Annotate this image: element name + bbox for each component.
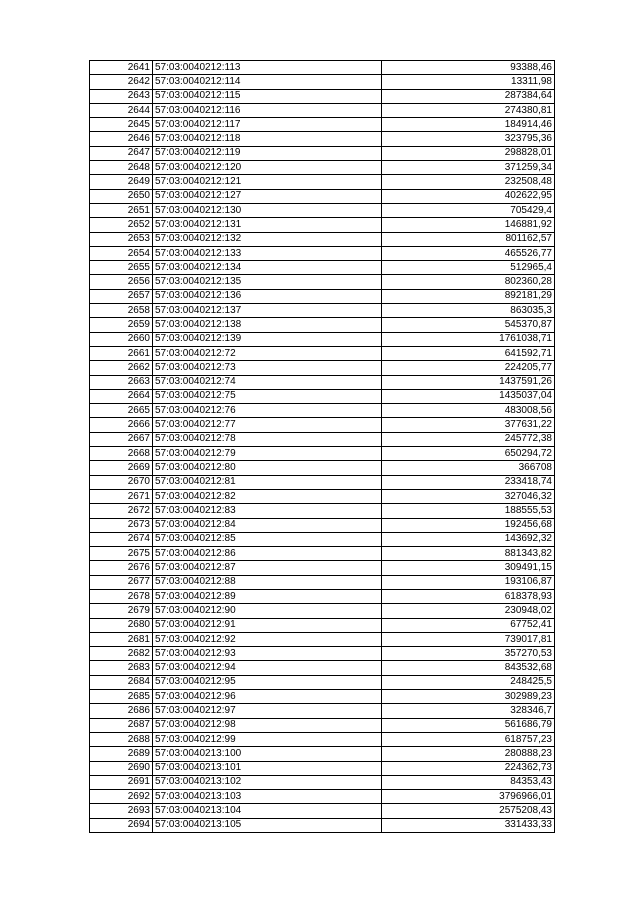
cadastral-number-cell: 57:03:0040212:81 [153, 475, 382, 489]
row-number-cell: 2648 [90, 161, 153, 175]
row-number-cell: 2647 [90, 146, 153, 160]
cadastral-number-cell: 57:03:0040212:88 [153, 575, 382, 589]
cadastral-number-cell: 57:03:0040212:87 [153, 561, 382, 575]
value-cell: 84353,43 [382, 775, 555, 789]
value-cell: 327046,32 [382, 489, 555, 503]
cadastral-number-cell: 57:03:0040213:101 [153, 761, 382, 775]
value-cell: 233418,74 [382, 475, 555, 489]
table-row [90, 132, 555, 146]
value-cell: 67752,41 [382, 618, 555, 632]
row-number-cell: 2683 [90, 661, 153, 675]
table-row [90, 489, 555, 503]
row-number-cell: 2656 [90, 275, 153, 289]
value-cell: 843532,68 [382, 661, 555, 675]
value-cell: 402622,95 [382, 189, 555, 203]
cadastral-number-cell: 57:03:0040212:137 [153, 304, 382, 318]
row-number-cell: 2655 [90, 261, 153, 275]
table-row [90, 389, 555, 403]
cadastral-number-cell: 57:03:0040212:82 [153, 489, 382, 503]
cadastral-number-cell: 57:03:0040212:76 [153, 404, 382, 418]
table-row [90, 661, 555, 675]
table-row [90, 232, 555, 246]
table-row [90, 647, 555, 661]
cadastral-number-cell: 57:03:0040212:94 [153, 661, 382, 675]
table-row [90, 804, 555, 818]
cadastral-number-cell: 57:03:0040212:136 [153, 289, 382, 303]
row-number-cell: 2694 [90, 818, 153, 832]
value-cell: 483008,56 [382, 404, 555, 418]
cadastral-number-cell: 57:03:0040213:102 [153, 775, 382, 789]
value-cell: 618757,23 [382, 732, 555, 746]
value-cell: 801162,57 [382, 232, 555, 246]
table-row [90, 732, 555, 746]
table-row [90, 790, 555, 804]
table-row [90, 246, 555, 260]
value-cell: 232508,48 [382, 175, 555, 189]
row-number-cell: 2681 [90, 632, 153, 646]
value-cell: 309491,15 [382, 561, 555, 575]
value-cell: 3796966,01 [382, 790, 555, 804]
row-number-cell: 2654 [90, 246, 153, 260]
value-cell: 298828,01 [382, 146, 555, 160]
table-row [90, 261, 555, 275]
cadastral-number-cell: 57:03:0040212:73 [153, 361, 382, 375]
cadastral-number-cell: 57:03:0040212:85 [153, 532, 382, 546]
row-number-cell: 2671 [90, 489, 153, 503]
value-cell: 881343,82 [382, 547, 555, 561]
table-row [90, 203, 555, 217]
row-number-cell: 2676 [90, 561, 153, 575]
table-row [90, 375, 555, 389]
row-number-cell: 2680 [90, 618, 153, 632]
value-cell: 93388,46 [382, 61, 555, 75]
cadastral-number-cell: 57:03:0040212:115 [153, 89, 382, 103]
table-row [90, 518, 555, 532]
row-number-cell: 2652 [90, 218, 153, 232]
table-row [90, 675, 555, 689]
table-row [90, 103, 555, 117]
cadastral-number-cell: 57:03:0040213:105 [153, 818, 382, 832]
value-cell: 245772,38 [382, 432, 555, 446]
cadastral-number-cell: 57:03:0040212:114 [153, 75, 382, 89]
value-cell: 192456,68 [382, 518, 555, 532]
value-cell: 274380,81 [382, 103, 555, 117]
value-cell: 705429,4 [382, 203, 555, 217]
row-number-cell: 2668 [90, 447, 153, 461]
row-number-cell: 2658 [90, 304, 153, 318]
row-number-cell: 2665 [90, 404, 153, 418]
cadastral-number-cell: 57:03:0040213:103 [153, 790, 382, 804]
cadastral-number-cell: 57:03:0040212:83 [153, 504, 382, 518]
value-cell: 143692,32 [382, 532, 555, 546]
cadastral-number-cell: 57:03:0040212:132 [153, 232, 382, 246]
table-row [90, 704, 555, 718]
value-cell: 248425,5 [382, 675, 555, 689]
cadastral-number-cell: 57:03:0040212:75 [153, 389, 382, 403]
value-cell: 287384,64 [382, 89, 555, 103]
table-row [90, 561, 555, 575]
value-cell: 328346,7 [382, 704, 555, 718]
cadastral-number-cell: 57:03:0040212:90 [153, 604, 382, 618]
row-number-cell: 2651 [90, 203, 153, 217]
row-number-cell: 2688 [90, 732, 153, 746]
value-cell: 641592,71 [382, 346, 555, 360]
cadastral-number-cell: 57:03:0040212:84 [153, 518, 382, 532]
row-number-cell: 2669 [90, 461, 153, 475]
row-number-cell: 2678 [90, 589, 153, 603]
table-row [90, 690, 555, 704]
table-row [90, 532, 555, 546]
value-cell: 377631,22 [382, 418, 555, 432]
value-cell: 802360,28 [382, 275, 555, 289]
value-cell: 561686,79 [382, 718, 555, 732]
cadastral-number-cell: 57:03:0040212:119 [153, 146, 382, 160]
row-number-cell: 2649 [90, 175, 153, 189]
table-row [90, 475, 555, 489]
table-row [90, 547, 555, 561]
value-cell: 512965,4 [382, 261, 555, 275]
row-number-cell: 2690 [90, 761, 153, 775]
value-cell: 184914,46 [382, 118, 555, 132]
value-cell: 146881,92 [382, 218, 555, 232]
value-cell: 280888,23 [382, 747, 555, 761]
value-cell: 193106,87 [382, 575, 555, 589]
table-row [90, 289, 555, 303]
row-number-cell: 2641 [90, 61, 153, 75]
row-number-cell: 2689 [90, 747, 153, 761]
cadastral-number-cell: 57:03:0040212:134 [153, 261, 382, 275]
table-row [90, 589, 555, 603]
table-row [90, 218, 555, 232]
row-number-cell: 2644 [90, 103, 153, 117]
value-cell: 357270,53 [382, 647, 555, 661]
table-row [90, 775, 555, 789]
cadastral-number-cell: 57:03:0040212:131 [153, 218, 382, 232]
cadastral-number-cell: 57:03:0040212:138 [153, 318, 382, 332]
cadastral-number-cell: 57:03:0040212:121 [153, 175, 382, 189]
table-row [90, 747, 555, 761]
table-row [90, 461, 555, 475]
value-cell: 331433,33 [382, 818, 555, 832]
cadastral-value-table [89, 60, 555, 833]
row-number-cell: 2692 [90, 790, 153, 804]
value-cell: 1437591,26 [382, 375, 555, 389]
value-cell: 2575208,43 [382, 804, 555, 818]
row-number-cell: 2687 [90, 718, 153, 732]
value-cell: 230948,02 [382, 604, 555, 618]
value-cell: 323795,36 [382, 132, 555, 146]
cadastral-number-cell: 57:03:0040212:120 [153, 161, 382, 175]
value-cell: 465526,77 [382, 246, 555, 260]
cadastral-number-cell: 57:03:0040212:95 [153, 675, 382, 689]
cadastral-number-cell: 57:03:0040212:72 [153, 346, 382, 360]
row-number-cell: 2662 [90, 361, 153, 375]
value-cell: 1761038,71 [382, 332, 555, 346]
row-number-cell: 2684 [90, 675, 153, 689]
value-cell: 371259,34 [382, 161, 555, 175]
cadastral-number-cell: 57:03:0040212:127 [153, 189, 382, 203]
table-row [90, 346, 555, 360]
cadastral-number-cell: 57:03:0040212:98 [153, 718, 382, 732]
value-cell: 650294,72 [382, 447, 555, 461]
table-row [90, 432, 555, 446]
row-number-cell: 2667 [90, 432, 153, 446]
cadastral-number-cell: 57:03:0040212:130 [153, 203, 382, 217]
table-row [90, 332, 555, 346]
table-row [90, 304, 555, 318]
cadastral-number-cell: 57:03:0040212:74 [153, 375, 382, 389]
table-row [90, 161, 555, 175]
row-number-cell: 2691 [90, 775, 153, 789]
table-row [90, 818, 555, 832]
table-row [90, 189, 555, 203]
row-number-cell: 2660 [90, 332, 153, 346]
row-number-cell: 2682 [90, 647, 153, 661]
table-row [90, 418, 555, 432]
row-number-cell: 2679 [90, 604, 153, 618]
cadastral-number-cell: 57:03:0040213:104 [153, 804, 382, 818]
value-cell: 863035,3 [382, 304, 555, 318]
row-number-cell: 2643 [90, 89, 153, 103]
value-cell: 224205,77 [382, 361, 555, 375]
row-number-cell: 2675 [90, 547, 153, 561]
row-number-cell: 2659 [90, 318, 153, 332]
table-row [90, 318, 555, 332]
row-number-cell: 2685 [90, 690, 153, 704]
row-number-cell: 2645 [90, 118, 153, 132]
value-cell: 366708 [382, 461, 555, 475]
table-row [90, 146, 555, 160]
value-cell: 618378,93 [382, 589, 555, 603]
table-row [90, 361, 555, 375]
row-number-cell: 2657 [90, 289, 153, 303]
row-number-cell: 2661 [90, 346, 153, 360]
value-cell: 892181,29 [382, 289, 555, 303]
cadastral-number-cell: 57:03:0040212:133 [153, 246, 382, 260]
cadastral-number-cell: 57:03:0040212:86 [153, 547, 382, 561]
table-body [90, 61, 555, 833]
table-row [90, 761, 555, 775]
row-number-cell: 2642 [90, 75, 153, 89]
cadastral-number-cell: 57:03:0040212:117 [153, 118, 382, 132]
row-number-cell: 2672 [90, 504, 153, 518]
table-row [90, 118, 555, 132]
cadastral-number-cell: 57:03:0040212:91 [153, 618, 382, 632]
value-cell: 739017,81 [382, 632, 555, 646]
cadastral-number-cell: 57:03:0040212:99 [153, 732, 382, 746]
cadastral-number-cell: 57:03:0040212:92 [153, 632, 382, 646]
table-row [90, 275, 555, 289]
table-row [90, 447, 555, 461]
value-cell: 302989,23 [382, 690, 555, 704]
table-row [90, 89, 555, 103]
value-cell: 1435037,04 [382, 389, 555, 403]
table-row [90, 604, 555, 618]
cadastral-number-cell: 57:03:0040212:135 [153, 275, 382, 289]
cadastral-number-cell: 57:03:0040213:100 [153, 747, 382, 761]
row-number-cell: 2646 [90, 132, 153, 146]
cadastral-number-cell: 57:03:0040212:78 [153, 432, 382, 446]
row-number-cell: 2673 [90, 518, 153, 532]
row-number-cell: 2664 [90, 389, 153, 403]
row-number-cell: 2686 [90, 704, 153, 718]
cadastral-number-cell: 57:03:0040212:93 [153, 647, 382, 661]
cadastral-number-cell: 57:03:0040212:97 [153, 704, 382, 718]
cadastral-number-cell: 57:03:0040212:80 [153, 461, 382, 475]
row-number-cell: 2670 [90, 475, 153, 489]
row-number-cell: 2677 [90, 575, 153, 589]
row-number-cell: 2663 [90, 375, 153, 389]
cadastral-number-cell: 57:03:0040212:139 [153, 332, 382, 346]
table-row [90, 75, 555, 89]
table-row [90, 175, 555, 189]
value-cell: 13311,98 [382, 75, 555, 89]
row-number-cell: 2653 [90, 232, 153, 246]
value-cell: 545370,87 [382, 318, 555, 332]
value-cell: 188555,53 [382, 504, 555, 518]
table-row [90, 718, 555, 732]
table-row [90, 618, 555, 632]
cadastral-number-cell: 57:03:0040212:118 [153, 132, 382, 146]
row-number-cell: 2674 [90, 532, 153, 546]
table-row [90, 404, 555, 418]
cadastral-number-cell: 57:03:0040212:77 [153, 418, 382, 432]
cadastral-number-cell: 57:03:0040212:89 [153, 589, 382, 603]
cadastral-number-cell: 57:03:0040212:96 [153, 690, 382, 704]
table-row [90, 61, 555, 75]
cadastral-number-cell: 57:03:0040212:79 [153, 447, 382, 461]
row-number-cell: 2693 [90, 804, 153, 818]
row-number-cell: 2666 [90, 418, 153, 432]
row-number-cell: 2650 [90, 189, 153, 203]
value-cell: 224362,73 [382, 761, 555, 775]
cadastral-number-cell: 57:03:0040212:113 [153, 61, 382, 75]
table-row [90, 575, 555, 589]
table-row [90, 632, 555, 646]
cadastral-number-cell: 57:03:0040212:116 [153, 103, 382, 117]
table-row [90, 504, 555, 518]
